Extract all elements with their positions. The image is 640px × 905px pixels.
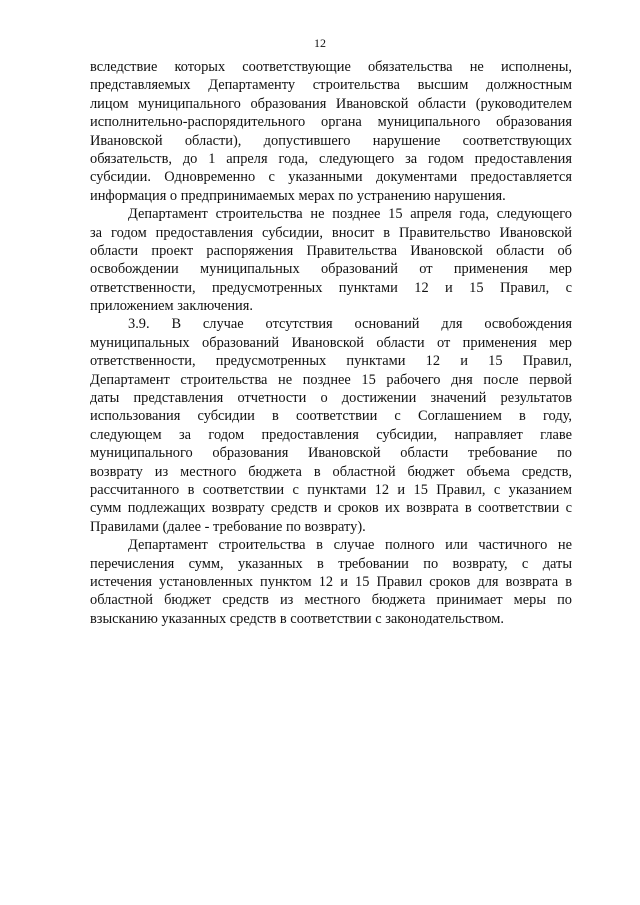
text-line: лицом муниципального образования Ивановской области (руководителем (90, 95, 572, 112)
paragraph (90, 536, 572, 628)
text-line: областной бюджет средств из местного бюджета принимает меры по (90, 592, 572, 609)
document-body (90, 58, 572, 628)
text-line: ответственности, предусмотренных пунктами 12 и 15 Правил, (90, 353, 572, 370)
page-number: 12 (314, 36, 326, 50)
text-line: Департамент строительства не позднее 15 апреля года, следующего (128, 206, 572, 223)
text-line: освобождении муниципальных образований от применения мер (90, 261, 572, 278)
text-line: муниципальных образований Ивановской области от применения мер (90, 334, 572, 351)
text-line: Ивановской области), допустившего нарушение соответствующих (90, 132, 572, 149)
text-line: обязательств, до 1 апреля года, следующего за годом предоставления (90, 150, 572, 167)
text-line: рассчитанного в соответствии с пунктами 12 и 15 Правил, с указанием (90, 481, 572, 498)
text-line: Департамент строительства не позднее 15 рабочего дня после первой (90, 371, 572, 388)
paragraph (90, 315, 572, 536)
text-line: области проект распоряжения Правительства Ивановской области об (90, 242, 572, 259)
text-line: муниципального образования Ивановской области требование по (90, 445, 572, 462)
text-line: приложением заключения. (90, 298, 253, 315)
text-line: Департамент строительства в случае полного или частичного не (128, 537, 572, 554)
text-line: следующем за годом предоставления субсидии, направляет главе (90, 426, 572, 443)
text-line: информация о предпринимаемых мерах по устранению нарушения. (90, 187, 506, 204)
paragraph (90, 58, 572, 205)
text-line: представляемых Департаменту строительства высшим должностным (90, 77, 572, 94)
text-line: взысканию указанных средств в соответствии с законодательством. (90, 610, 504, 627)
text-line: возврату из местного бюджета в областной бюджет объема средств, (90, 463, 572, 480)
text-line: использования субсидии в соответствии с Соглашением в году, (90, 408, 572, 425)
text-line: перечисления сумм, указанных в требовании по возврату, с даты (90, 555, 572, 572)
text-line: субсидии. Одновременно с указанными документами предоставляется (90, 169, 572, 186)
text-line: за годом предоставления субсидии, вносит в Правительство Ивановской (90, 224, 572, 241)
text-line: даты представления отчетности о достижении значений результатов (90, 390, 572, 407)
text-line: ответственности, предусмотренных пунктами 12 и 15 Правил, с (90, 279, 572, 296)
text-line: истечения установленных пунктом 12 и 15 Правил сроков для возврата в (90, 573, 572, 590)
text-line: сумм подлежащих возврату средств и сроков их возврата в соответствии с (90, 500, 572, 517)
text-line: Правилами (далее - требование по возврату). (90, 518, 366, 535)
paragraph (90, 205, 572, 315)
text-line: 3.9. В случае отсутствия оснований для освобождения (128, 316, 572, 333)
text-line: исполнительно-распорядительного органа муниципального образования (90, 114, 572, 131)
text-line: вследствие которых соответствующие обязательства не исполнены, (90, 59, 572, 75)
